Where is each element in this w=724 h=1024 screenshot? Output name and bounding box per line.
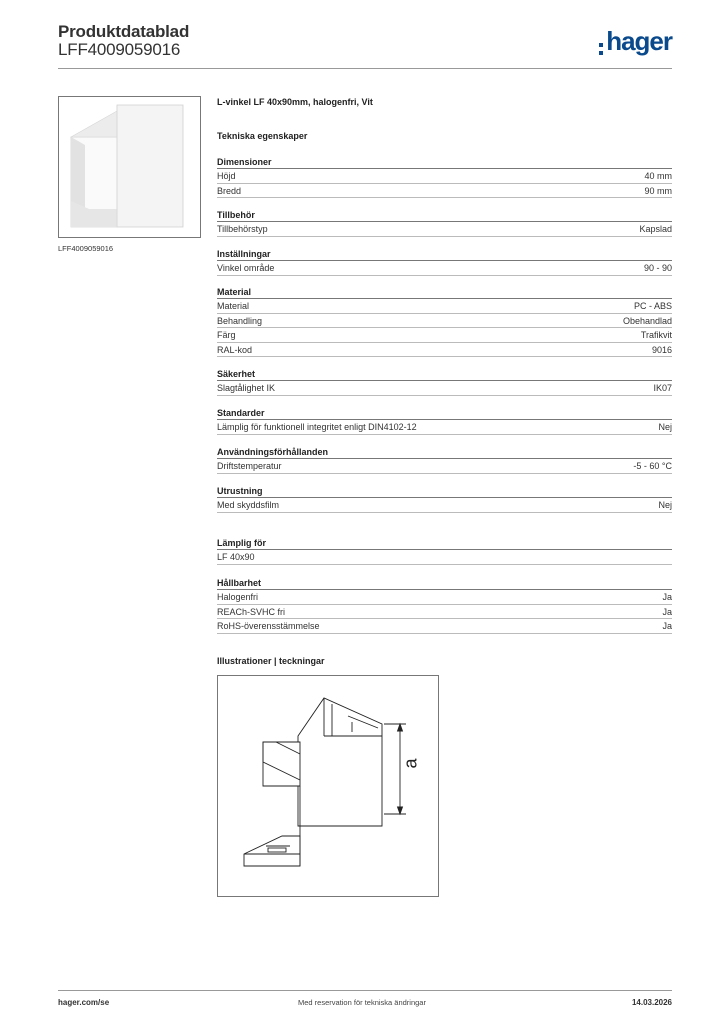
spec-value: PC - ABS: [633, 301, 672, 311]
footer-divider: [58, 990, 672, 991]
spec-row: [217, 314, 672, 329]
spec-value: 40 mm: [644, 171, 672, 181]
spec-group-accessories: [217, 208, 672, 237]
spec-row: [217, 328, 672, 343]
spec-label: Behandling: [217, 315, 263, 326]
spec-value: Kapslad: [639, 224, 672, 234]
group-title: Dimensioner: [217, 155, 672, 169]
spec-label: Vinkel område: [217, 263, 275, 273]
spec-value: Nej: [658, 500, 672, 510]
spec-value: 9016: [651, 344, 672, 355]
product-name: L-vinkel LF 40x90mm, halogenfri, Vit: [217, 97, 373, 107]
logo-colon-icon: [599, 43, 605, 55]
footer-date: 14.03.2026: [631, 998, 672, 1007]
spec-label: Slagtålighet IK: [217, 383, 276, 393]
spec-row: [217, 459, 672, 474]
footer-website-link[interactable]: hager.com/se: [58, 998, 110, 1007]
spec-group-standards: [217, 406, 672, 435]
spec-value: Ja: [662, 606, 672, 617]
spec-row: [217, 498, 672, 513]
spec-value: 90 - 90: [643, 263, 672, 273]
photo-caption: LFF4009059016: [58, 244, 114, 253]
technical-drawing: [217, 675, 439, 897]
spec-row: [217, 550, 672, 565]
group-title: Standarder: [217, 406, 672, 420]
illustrations-heading: Illustrationer | teckningar: [217, 656, 325, 666]
spec-value: Nej: [658, 422, 672, 432]
spec-group-sustainability: [217, 576, 672, 634]
spec-label: LF 40x90: [217, 552, 255, 562]
product-photo: [58, 96, 201, 238]
spec-group-dimensions: [217, 155, 672, 198]
group-title: Material: [217, 285, 672, 299]
page-header: [58, 20, 672, 68]
spec-value: Ja: [662, 621, 672, 631]
header-divider: [58, 68, 672, 69]
product-number: LFF4009059016: [58, 40, 181, 59]
spec-value: Trafikvit: [640, 330, 672, 340]
spec-row: [217, 169, 672, 184]
spec-row: [217, 261, 672, 276]
spec-value: Obehandlad: [622, 315, 672, 326]
spec-row: [217, 343, 672, 358]
spec-value: -5 - 60 °C: [633, 461, 672, 471]
spec-row: [217, 420, 672, 435]
group-title: Användningsförhållanden: [217, 445, 672, 459]
hager-logo: [599, 26, 672, 56]
group-title: Tillbehör: [217, 208, 672, 222]
spec-row: [217, 222, 672, 237]
logo-text: hager: [606, 26, 672, 56]
group-title: Lämplig för: [217, 536, 672, 550]
spec-group-equipment: [217, 484, 672, 513]
spec-value: Ja: [662, 592, 672, 602]
spec-group-conditions: [217, 445, 672, 474]
spec-row: [217, 619, 672, 634]
document-title: Produktdatablad: [58, 22, 190, 41]
spec-label: Material: [217, 301, 250, 311]
dimension-label-a: a: [400, 758, 421, 769]
spec-row: [217, 590, 672, 605]
spec-label: Driftstemperatur: [217, 461, 282, 471]
spec-value: IK07: [653, 383, 672, 393]
spec-group-material: [217, 285, 672, 357]
spec-label: RAL-kod: [217, 344, 253, 355]
spec-row: [217, 605, 672, 620]
spec-label: Höjd: [217, 171, 236, 181]
spec-value: 90 mm: [644, 185, 672, 196]
spec-row: [217, 184, 672, 199]
spec-group-suitable-for: [217, 536, 672, 565]
section-heading-technical: Tekniska egenskaper: [217, 131, 308, 141]
group-title: Inställningar: [217, 247, 672, 261]
spec-group-safety: [217, 367, 672, 396]
spec-label: Halogenfri: [217, 592, 259, 602]
spec-group-settings: [217, 247, 672, 276]
spec-label: RoHS-överensstämmelse: [217, 621, 320, 631]
group-title: Hållbarhet: [217, 576, 672, 590]
spec-label: Färg: [217, 330, 236, 340]
spec-label: Tillbehörstyp: [217, 224, 268, 234]
footer-disclaimer: Med reservation för tekniska ändringar: [298, 998, 426, 1007]
spec-label: Bredd: [217, 185, 242, 196]
spec-row: [217, 381, 672, 396]
spec-label: Lämplig för funktionell integritet enligt DIN4102-12: [217, 422, 417, 432]
spec-label: REACh-SVHC fri: [217, 606, 286, 617]
group-title: Utrustning: [217, 484, 672, 498]
spec-label: Med skyddsfilm: [217, 500, 280, 510]
group-title: Säkerhet: [217, 367, 672, 381]
spec-row: [217, 299, 672, 314]
